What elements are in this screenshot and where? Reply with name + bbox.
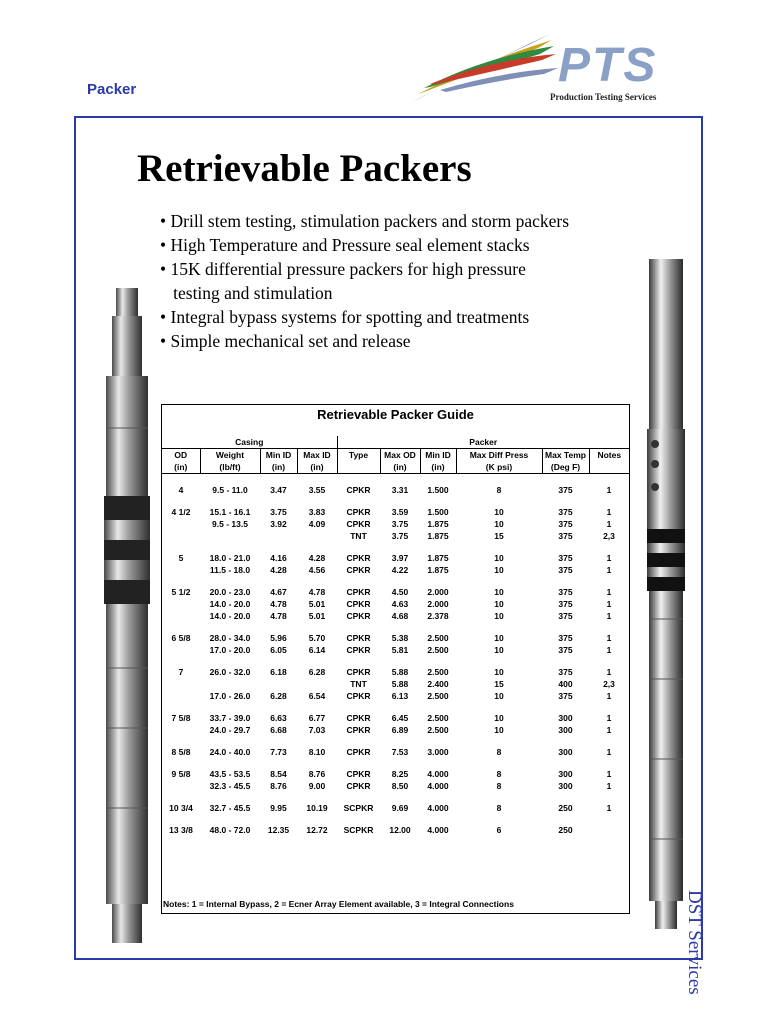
table-cell: 3.75 xyxy=(391,519,409,529)
table-cell: 2.500 xyxy=(427,633,449,643)
table-cell: 4.56 xyxy=(308,565,326,575)
table-cell: 20.0 - 23.0 xyxy=(209,587,251,597)
column-header: Notes xyxy=(589,449,629,462)
table-row xyxy=(162,518,629,530)
table-cell: 1.875 xyxy=(427,531,449,541)
table-cell: 375 xyxy=(558,587,573,597)
table-cell: 5.88 xyxy=(391,679,409,689)
table-row xyxy=(162,506,629,518)
table-cell: 300 xyxy=(558,747,573,757)
table-row xyxy=(162,802,629,814)
table-cell: 1 xyxy=(606,781,612,791)
table-cell: 5 1/2 xyxy=(171,587,191,597)
logo-subtitle: Production Testing Services xyxy=(550,92,657,102)
table-cell: 6.18 xyxy=(270,667,287,677)
table-cell: 1 xyxy=(606,611,612,621)
table-cell: 7.03 xyxy=(308,725,326,735)
column-header: Min ID xyxy=(260,449,297,462)
feature-item: • Simple mechanical set and release xyxy=(160,331,411,351)
table-cell: 8.25 xyxy=(391,769,409,779)
table-cell xyxy=(162,598,200,610)
column-header: Max Diff Press xyxy=(456,449,542,462)
table-cell xyxy=(297,530,337,542)
table-row xyxy=(162,666,629,678)
table-cell: 4.22 xyxy=(391,565,409,575)
table-cell: 3.97 xyxy=(391,553,409,563)
table-cell xyxy=(162,724,200,736)
table-cell: 375 xyxy=(558,565,573,575)
table-cell: 6.28 xyxy=(270,691,287,701)
column-header: Max ID xyxy=(297,449,337,462)
table-cell xyxy=(589,824,629,836)
table-cell: 2.500 xyxy=(427,645,449,655)
table-cell: 375 xyxy=(558,611,573,621)
casing-group-header: Casing xyxy=(162,436,337,449)
table-cell: 1 xyxy=(606,587,612,597)
table-cell: 10 xyxy=(494,587,504,597)
table-cell: 1 xyxy=(606,507,612,517)
logo-wordmark: PTS xyxy=(558,39,658,92)
table-cell: 4.16 xyxy=(270,553,287,563)
table-cell: 1 xyxy=(606,599,612,609)
column-unit xyxy=(589,461,629,474)
table-cell: 4.50 xyxy=(391,587,409,597)
table-cell: 3.59 xyxy=(391,507,409,517)
table-row xyxy=(162,678,629,690)
column-header: Weight xyxy=(200,449,260,462)
column-header: Type xyxy=(337,449,380,462)
table-cell: 10 xyxy=(494,519,504,529)
table-cell: 15 xyxy=(494,679,504,689)
table-cell: 3.31 xyxy=(391,485,409,495)
table-cell: CPKR xyxy=(346,645,371,655)
table-row xyxy=(162,780,629,792)
table-cell: 300 xyxy=(558,725,573,735)
table-cell: 6.13 xyxy=(391,691,409,701)
table-cell: 1 xyxy=(606,769,612,779)
column-header: OD xyxy=(162,449,200,462)
table-cell: 375 xyxy=(558,633,573,643)
column-header: Max OD xyxy=(380,449,420,462)
table-cell: 5.96 xyxy=(270,633,287,643)
guide-grid xyxy=(162,436,629,836)
column-unit: (in) xyxy=(420,461,456,474)
table-cell: 33.7 - 39.0 xyxy=(209,713,251,723)
table-cell: 2.000 xyxy=(427,587,449,597)
group-spacer xyxy=(162,474,629,485)
table-cell: 14.0 - 20.0 xyxy=(209,611,251,621)
group-spacer xyxy=(162,758,629,768)
table-cell: 32.3 - 45.5 xyxy=(209,781,251,791)
table-cell: 4.28 xyxy=(270,565,287,575)
table-cell: 375 xyxy=(558,519,573,529)
table-cell: 8.76 xyxy=(308,769,326,779)
table-cell: 375 xyxy=(558,507,573,517)
group-spacer xyxy=(162,736,629,746)
table-row xyxy=(162,632,629,644)
table-cell: 10 xyxy=(494,691,504,701)
table-cell: 6 5/8 xyxy=(171,633,191,643)
table-cell: 10 xyxy=(494,611,504,621)
table-cell: 375 xyxy=(558,485,573,495)
table-cell: 24.0 - 29.7 xyxy=(209,725,251,735)
table-cell xyxy=(162,518,200,530)
table-row xyxy=(162,484,629,496)
feature-item: • High Temperature and Pressure seal element stacks xyxy=(160,235,530,255)
table-cell: 375 xyxy=(558,667,573,677)
table-cell: 6 xyxy=(496,825,502,835)
table-cell: CPKR xyxy=(346,769,371,779)
table-cell: 5.70 xyxy=(308,633,326,643)
table-row xyxy=(162,564,629,576)
table-cell: 6.14 xyxy=(308,645,326,655)
table-cell: 15 xyxy=(494,531,504,541)
table-cell: 7 5/8 xyxy=(171,713,191,723)
table-cell: 1.500 xyxy=(427,507,449,517)
table-cell: 4 1/2 xyxy=(171,507,191,517)
packer-group-header: Packer xyxy=(469,437,498,447)
table-cell: 1 xyxy=(606,713,612,723)
table-cell: 9.95 xyxy=(270,803,287,813)
section-label: Packer xyxy=(87,81,137,98)
table-cell: 250 xyxy=(558,803,573,813)
table-cell: 24.0 - 40.0 xyxy=(209,747,251,757)
table-cell: CPKR xyxy=(346,691,371,701)
column-unit: (in) xyxy=(260,461,297,474)
table-cell: 4.000 xyxy=(427,781,449,791)
group-spacer xyxy=(162,702,629,712)
table-cell: 1 xyxy=(606,633,612,643)
table-cell: CPKR xyxy=(346,633,371,643)
table-cell: 13 3/8 xyxy=(169,825,193,835)
table-row xyxy=(162,712,629,724)
table-cell: 9.5 - 13.5 xyxy=(212,519,248,529)
table-row xyxy=(162,586,629,598)
table-cell: CPKR xyxy=(346,667,371,677)
table-cell: CPKR xyxy=(346,553,371,563)
table-cell: 8.76 xyxy=(270,781,287,791)
table-cell: 10 xyxy=(494,565,504,575)
column-unit: (K psi) xyxy=(456,461,542,474)
column-unit: (lb/ft) xyxy=(200,461,260,474)
feature-item: testing and stimulation xyxy=(160,283,333,303)
table-cell: 43.5 - 53.5 xyxy=(209,769,251,779)
table-cell: 4.78 xyxy=(308,587,326,597)
table-cell: 1 xyxy=(606,485,612,495)
table-cell: SCPKR xyxy=(343,803,374,813)
table-cell: 6.89 xyxy=(391,725,409,735)
table-cell: 3.47 xyxy=(270,485,287,495)
table-row xyxy=(162,824,629,836)
table-cell: 10 xyxy=(494,633,504,643)
pts-logo xyxy=(410,32,710,112)
table-cell: 1 xyxy=(606,803,612,813)
table-cell: 2.500 xyxy=(427,725,449,735)
table-cell xyxy=(162,530,200,542)
column-unit: (in) xyxy=(380,461,420,474)
table-cell: 8 5/8 xyxy=(171,747,191,757)
table-cell: 48.0 - 72.0 xyxy=(209,825,251,835)
table-cell: 9 5/8 xyxy=(171,769,191,779)
table-cell: SCPKR xyxy=(343,825,374,835)
column-unit: (in) xyxy=(297,461,337,474)
table-cell: TNT xyxy=(350,531,367,541)
table-cell: 8 xyxy=(496,769,502,779)
table-row xyxy=(162,746,629,758)
table-cell: 9.69 xyxy=(391,803,409,813)
table-cell: 10 3/4 xyxy=(169,803,193,813)
table-cell: 4.28 xyxy=(308,553,326,563)
table-row xyxy=(162,724,629,736)
group-spacer xyxy=(162,622,629,632)
table-cell: CPKR xyxy=(346,507,371,517)
table-cell: TNT xyxy=(350,679,367,689)
table-cell: 10 xyxy=(494,599,504,609)
table-cell: 8.10 xyxy=(308,747,326,757)
table-cell: 4.78 xyxy=(270,599,287,609)
table-cell: 2.378 xyxy=(427,611,449,621)
table-cell xyxy=(260,530,297,542)
table-cell: 300 xyxy=(558,713,573,723)
table-cell: 1 xyxy=(606,645,612,655)
group-spacer xyxy=(162,814,629,824)
table-cell: 28.0 - 34.0 xyxy=(209,633,251,643)
table-cell: 375 xyxy=(558,645,573,655)
table-cell: 5.01 xyxy=(308,599,326,609)
table-cell: CPKR xyxy=(346,747,371,757)
table-cell: 1 xyxy=(606,691,612,701)
table-cell: 17.0 - 26.0 xyxy=(209,691,251,701)
table-cell: 4.000 xyxy=(427,825,449,835)
table-cell: 6.77 xyxy=(308,713,326,723)
table-cell: 4.63 xyxy=(391,599,409,609)
table-cell: 6.68 xyxy=(270,725,287,735)
table-cell: 12.72 xyxy=(306,825,328,835)
table-cell xyxy=(162,780,200,792)
table-cell: 12.00 xyxy=(389,825,411,835)
packer-tool-right-illustration xyxy=(643,259,689,929)
table-cell: 3.83 xyxy=(308,507,326,517)
column-header: Min ID xyxy=(420,449,456,462)
table-cell: 2,3 xyxy=(603,531,615,541)
table-cell: 2.500 xyxy=(427,691,449,701)
table-cell xyxy=(162,644,200,656)
table-row xyxy=(162,530,629,542)
table-cell: 5.88 xyxy=(391,667,409,677)
table-cell: 3.000 xyxy=(427,747,449,757)
table-cell: 10 xyxy=(494,553,504,563)
table-cell: 375 xyxy=(558,691,573,701)
table-cell: 1.500 xyxy=(427,485,449,495)
table-cell: 10 xyxy=(494,667,504,677)
table-cell: 8 xyxy=(496,747,502,757)
table-cell: 14.0 - 20.0 xyxy=(209,599,251,609)
table-cell: 18.0 - 21.0 xyxy=(209,553,251,563)
table-cell: 1 xyxy=(606,553,612,563)
table-cell: 32.7 - 45.5 xyxy=(209,803,251,813)
table-cell xyxy=(162,690,200,702)
table-cell: 2.500 xyxy=(427,713,449,723)
table-cell: 7 xyxy=(178,667,184,677)
table-cell: 8.50 xyxy=(391,781,409,791)
table-cell: 2.400 xyxy=(427,679,449,689)
guide-title: Retrievable Packer Guide xyxy=(317,407,474,422)
column-unit xyxy=(337,461,380,474)
table-cell: 4.09 xyxy=(308,519,326,529)
table-cell: CPKR xyxy=(346,725,371,735)
table-cell: 4.67 xyxy=(270,587,287,597)
table-cell xyxy=(200,530,260,542)
table-cell: 3.55 xyxy=(308,485,326,495)
table-cell: 7.53 xyxy=(391,747,409,757)
table-cell: 1.875 xyxy=(427,519,449,529)
table-cell: 6.05 xyxy=(270,645,287,655)
table-cell: CPKR xyxy=(346,587,371,597)
table-row xyxy=(162,598,629,610)
group-spacer xyxy=(162,576,629,586)
table-cell: 10 xyxy=(494,507,504,517)
table-cell: 9.5 - 11.0 xyxy=(212,485,248,495)
table-cell: 10 xyxy=(494,725,504,735)
table-cell: 17.0 - 20.0 xyxy=(209,645,251,655)
table-row xyxy=(162,690,629,702)
table-cell: 1.875 xyxy=(427,565,449,575)
table-cell: CPKR xyxy=(346,485,371,495)
column-unit: (Deg F) xyxy=(542,461,589,474)
group-spacer xyxy=(162,792,629,802)
table-cell: 2.000 xyxy=(427,599,449,609)
page-title: Retrievable Packers xyxy=(137,147,472,190)
table-cell: 375 xyxy=(558,599,573,609)
group-spacer xyxy=(162,656,629,666)
table-cell: 2,3 xyxy=(603,679,615,689)
table-cell: 6.28 xyxy=(308,667,326,677)
table-cell: 1 xyxy=(606,725,612,735)
table-cell: 4.000 xyxy=(427,803,449,813)
table-row xyxy=(162,644,629,656)
table-cell: 3.92 xyxy=(270,519,287,529)
table-cell: 9.00 xyxy=(308,781,326,791)
feature-item: • Integral bypass systems for spotting and treatments xyxy=(160,307,530,327)
table-notes: Notes: 1 = Internal Bypass, 2 = Ecner Array Element available, 3 = Integral Connections xyxy=(163,899,514,909)
table-cell: 4.68 xyxy=(391,611,409,621)
side-label-text: DST Services xyxy=(684,890,705,995)
table-cell xyxy=(162,610,200,622)
logo-swoosh-icon xyxy=(410,32,560,112)
table-cell: 1 xyxy=(606,565,612,575)
table-cell: 1 xyxy=(606,747,612,757)
table-cell: 8 xyxy=(496,781,502,791)
table-cell xyxy=(162,678,200,690)
table-cell: 6.54 xyxy=(308,691,326,701)
table-cell: 10.19 xyxy=(306,803,328,813)
table-cell: 5.81 xyxy=(391,645,409,655)
table-cell: 6.63 xyxy=(270,713,287,723)
table-cell: 5 xyxy=(178,553,184,563)
packer-tool-left-illustration xyxy=(96,288,158,943)
table-cell: 375 xyxy=(558,531,573,541)
table-cell: CPKR xyxy=(346,713,371,723)
table-cell: 250 xyxy=(558,825,573,835)
table-cell: 4.000 xyxy=(427,769,449,779)
column-header: Max Temp xyxy=(542,449,589,462)
group-spacer xyxy=(162,496,629,506)
table-cell: 4.78 xyxy=(270,611,287,621)
table-cell: 8.54 xyxy=(270,769,287,779)
table-cell: 7.73 xyxy=(270,747,287,757)
table-cell: 2.500 xyxy=(427,667,449,677)
table-row xyxy=(162,768,629,780)
table-cell: 10 xyxy=(494,645,504,655)
table-cell xyxy=(162,564,200,576)
table-cell: 10 xyxy=(494,713,504,723)
group-spacer xyxy=(162,542,629,552)
table-cell: 8 xyxy=(496,803,502,813)
table-cell: 300 xyxy=(558,781,573,791)
table-cell: 5.01 xyxy=(308,611,326,621)
table-cell xyxy=(260,678,297,690)
table-cell: 26.0 - 32.0 xyxy=(209,667,251,677)
table-cell: 4 xyxy=(178,485,184,495)
column-unit: (in) xyxy=(162,461,200,474)
packer-guide-table xyxy=(161,404,630,914)
table-row xyxy=(162,610,629,622)
table-cell: 400 xyxy=(558,679,573,689)
table-cell: 15.1 - 16.1 xyxy=(209,507,251,517)
table-cell: CPKR xyxy=(346,565,371,575)
table-cell: 6.45 xyxy=(391,713,409,723)
table-cell: 1 xyxy=(606,667,612,677)
table-cell: CPKR xyxy=(346,599,371,609)
table-cell: 1 xyxy=(606,519,612,529)
table-cell: 11.5 - 18.0 xyxy=(209,565,251,575)
feature-item: • 15K differential pressure packers for high pressure xyxy=(160,259,526,279)
table-cell: 12.35 xyxy=(267,825,290,835)
table-cell: 375 xyxy=(558,553,573,563)
feature-item: • Drill stem testing, stimulation packers and storm packers xyxy=(160,211,570,231)
feature-list xyxy=(160,209,569,353)
table-row xyxy=(162,552,629,564)
table-cell: CPKR xyxy=(346,611,371,621)
table-cell: CPKR xyxy=(346,519,371,529)
table-cell: 300 xyxy=(558,769,573,779)
table-cell: 3.75 xyxy=(270,507,287,517)
table-cell: 3.75 xyxy=(391,531,409,541)
table-cell xyxy=(200,678,260,690)
table-cell: 5.38 xyxy=(391,633,409,643)
table-cell: 1.875 xyxy=(427,553,449,563)
table-cell: CPKR xyxy=(346,781,371,791)
table-cell xyxy=(297,678,337,690)
table-cell: 8 xyxy=(496,485,502,495)
